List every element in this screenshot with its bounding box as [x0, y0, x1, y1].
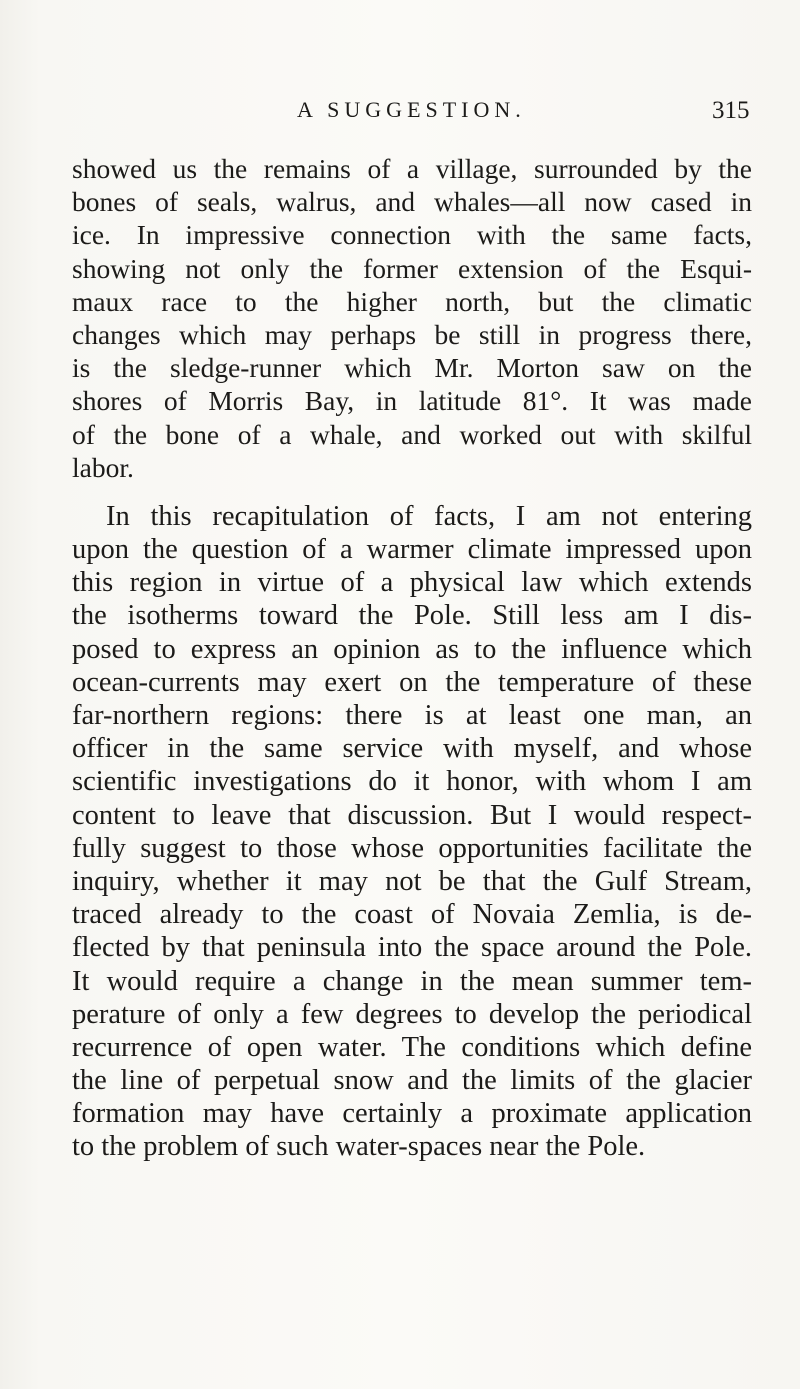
text-line: fully suggest to those whose opportunities facilitate the [72, 832, 752, 864]
text-line: posed to express an opinion as to the influence which [72, 633, 752, 665]
text-line: It would require a change in the mean summer tem- [72, 965, 752, 997]
page-header [0, 97, 800, 137]
text-line: formation may have certainly a proximate application [72, 1098, 752, 1130]
text-line: maux race to the higher north, but the climatic [72, 285, 752, 317]
body-text [72, 152, 752, 1164]
text-line: this region in virtue of a physical law which extends [72, 567, 752, 599]
text-line: shores of Morris Bay, in latitude 81°. It was made [72, 385, 752, 417]
paragraph-gap [72, 484, 752, 500]
text-line: to the problem of such water-spaces near the Pole. [72, 1131, 646, 1163]
page-number: 315 [712, 97, 750, 124]
text-line: the line of perpetual snow and the limits of the glacier [72, 1065, 752, 1097]
text-line: labor. [72, 451, 134, 483]
paragraph-1 [72, 152, 752, 484]
text-line: bones of seals, walrus, and whales—all now cased in [72, 186, 752, 218]
text-line: the isotherms toward the Pole. Still less am I dis- [72, 600, 752, 632]
text-line: changes which may perhaps be still in progress there, [72, 318, 752, 350]
text-line: of the bone of a whale, and worked out with skilful [72, 418, 752, 450]
text-line: scientific investigations do it honor, with whom I am [72, 766, 752, 798]
text-line: ice. In impressive connection with the same facts, [72, 219, 752, 251]
text-line: flected by that peninsula into the space around the Pole. [72, 932, 752, 964]
running-head: A SUGGESTION. [297, 97, 526, 122]
text-line: ocean-currents may exert on the temperature of these [72, 666, 752, 698]
text-line: traced already to the coast of Novaia Zemlia, is de- [72, 899, 752, 931]
text-line: showed us the remains of a village, surrounded by the [72, 153, 752, 184]
text-line: far-northern regions: there is at least one man, an [72, 700, 752, 731]
text-line: is the sledge-runner which Mr. Morton saw on the [72, 352, 752, 384]
text-line: upon the question of a warmer climate impressed upon [72, 534, 752, 566]
paragraph-2 [72, 500, 752, 1164]
text-line: In this recapitulation of facts, I am not entering [106, 500, 752, 532]
text-line: inquiry, whether it may not be that the Gulf Stream, [72, 865, 752, 897]
text-line: showing not only the former extension of the Esqui- [72, 252, 752, 284]
text-line: officer in the same service with myself, and whose [72, 733, 752, 765]
text-line: content to leave that discussion. But I would respect- [72, 799, 752, 831]
text-line: perature of only a few degrees to develop the periodical [72, 998, 752, 1030]
text-line: recurrence of open water. The conditions which define [72, 1031, 752, 1063]
